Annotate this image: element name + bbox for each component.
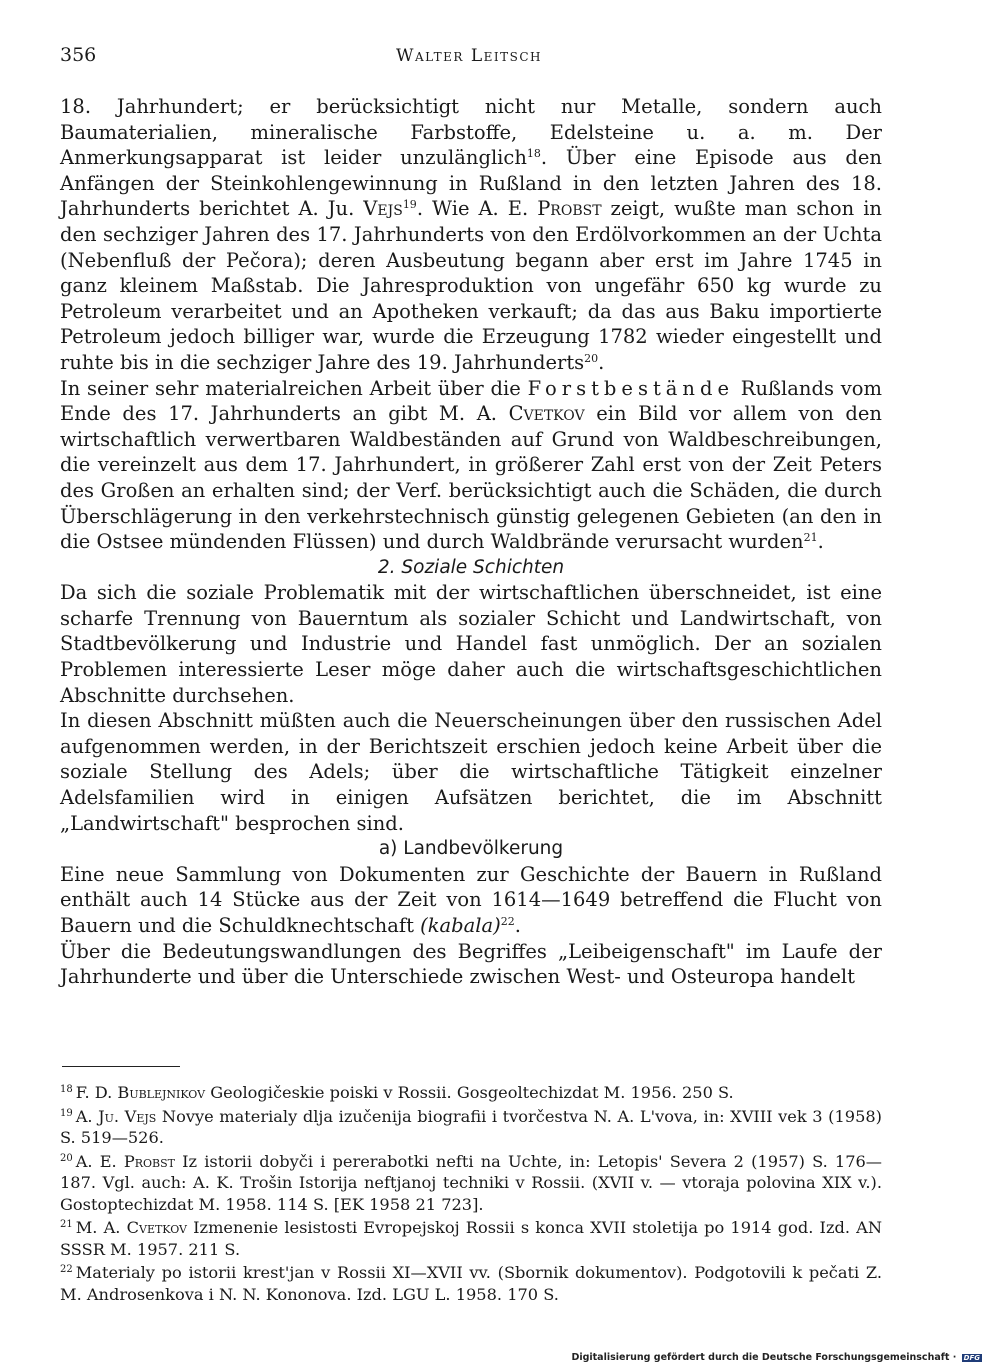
author-name: Vejs [363,197,403,221]
footnote: $^{20}$ A. E. Probst Iz istorii dobyči i pererabotki nefti na Uchte, in: Letopis' Severa 2 (1957) S. 176—187. Vgl. auch: A. K. Trošin Istorija neftjanoj techniki v Rossii. (XVII v. — vtoraja polovina XIX v.). Gostoptechizdat M. 1958. 114 S. [EK 1958 21 723]. [60,1151,882,1214]
footnote: $^{18}$ F. D. Bublejnikov Geologičeskie poiski v Rossii. Gosgeoltechizdat M. 1956. 250 S. [60,1083,734,1102]
dfg-logo: DFG [963,1354,980,1362]
italic-term: (kabala) [420,914,501,937]
footnotes [60,1082,882,1307]
paragraph-4: In diesen Abschnitt müßten auch die Neuerscheinungen über den russischen Adel aufgenommen werden, in der Berichtszeit erschien jedoch keine Arbeit über die soziale Stellung des Adels; über die wirtschaftliche Tätigkeit einzelner Adelsfamilien wird in einigen Aufsätzen berichtet, die im Abschnitt „Landwirtschaft" besprochen sind. [60,709,882,835]
footnote: $^{21}$ M. A. Cvetkov Izmenenie lesistosti Evropejskoj Rossii s konca XVII stoletija po 1914 god. Izd. AN SSSR M. 1957. 211 S. [60,1218,882,1259]
footnote-divider [62,1066,180,1067]
page-number: 356 [60,44,97,66]
subsection-heading: a) Landbevölkerung [378,838,564,860]
footnote-author: A. E. Probst [75,1151,175,1171]
digitization-note: Digitalisierung gefördert durch die Deutsche Forschungsgemeinschaft · DFG [571,1352,980,1363]
footnote-author: M. A. Cvetkov [75,1218,187,1237]
footnote-ref-21: 21 [803,531,818,545]
footnote: $^{22}$ Materialy po istorii krest'jan v Rossii XI—XVII vv. (Sbornik dokumentov). Podgotovili k pečati Z. M. Androsenkova i N. N. Kononova. Izd. LGU L. 1958. 170 S. [60,1263,882,1304]
paragraph-5: Eine neue Sammlung von Dokumenten zur Geschichte der Bauern in Rußland enthält auch 14 Stücke aus der Zeit von 1614—1649 betreffend die Flucht von Bauern und die Schuldknechtschaft (kabala)$^{22}$. [60,862,882,937]
paragraph-3: Da sich die soziale Problematik mit der wirtschaftlichen überschneidet, ist eine scharfe Trennung von Bauerntum als sozialer Schicht und Landwirtschaft, von Stadtbevölkerung und Industrie und Handel fast unmöglich. Der an sozialen Problemen interessierte Leser möge daher auch die wirtschaftsgeschichtlichen Abschnitte durchsehen. [60,581,882,707]
footnote-author: F. D. Bublejnikov [75,1083,206,1102]
author-name: Probst [537,197,602,221]
footnote-ref-19: 19 [402,198,417,212]
emphasized-term: Forstbestände [527,376,735,400]
running-head: Walter Leitsch [396,46,542,66]
footnote: $^{19}$ A. Ju. Vejs Novye materialy dlja izučenija biografii i tvorčestva N. A. L'vova, in: XVIII vek 3 (1958) S. 519—526. [60,1106,882,1147]
paragraph-1: 18. Jahrhundert; er berücksichtigt nicht nur Metalle, sondern auch Baumaterialien, mineralische Farbstoffe, Edelsteine u. a. m. Der Anmerkungsapparat ist leider unzulänglich$^{18}$. Über eine Episode aus den Anfängen der Steinkohlengewinnung in Rußland in den letzten Jahren des 18. Jahrhunderts berichtet A. Ju. Vejs$^{19}$. Wie A. E. Probst zeigt, wußte man schon in den sechziger Jahren des 17. Jahrhunderts von den Erdölvorkommen an der Uchta (Nebenfluß der Pečora); deren Ausbeutung begann aber erst im Jahre 1745 in ganz kleinem Maßstab. Die Jahresproduktion von ungefähr 650 kg wurde zu Petroleum verarbeitet und an Apotheken verkauft; da das aus Baku importierte Petroleum jedoch billiger war, wurde die Erzeugung 1782 wieder eingestellt und ruhte bis in die sechziger Jahre des 19. Jahrhunderts$^{20}$. [60,95,882,374]
paragraph-2: In seiner sehr materialreichen Arbeit über die Forstbestände Rußlands vom Ende des 17. Jahrhunderts an gibt M. A. Cvetkov ein Bild vor allem von den wirtschaftlich verwertbaren Waldbeständen auf Grund von Waldbeschreibungen, die vereinzelt aus dem 17. Jahrhundert, in größerer Zahl erst von der Zeit Peters des Großen an erhalten sind; der Verf. berücksichtigt auch die Schäden, die durch Überschlägerung in den verkehrstechnisch günstig gelegenen Gebieten (an den in die Ostsee mündenden Flüssen) und durch Waldbrände verursacht wurden$^{21}$. [60,376,882,554]
paragraph-6: Über die Bedeutungswandlungen des Begriffes „Leibeigenschaft" im Laufe der Jahrhunderte und über die Unterschiede zwischen West- und Osteuropa handelt [60,939,882,989]
footnote-author: A. Ju. Vejs [75,1106,157,1126]
footnote-ref-22: 22 [500,915,515,928]
footnote-ref-18: 18 [526,147,541,161]
footnote-ref-20: 20 [584,351,599,365]
section-heading: 2. Soziale Schichten [377,556,565,578]
body-text [60,94,882,990]
author-name: Cvetkov [508,402,585,426]
